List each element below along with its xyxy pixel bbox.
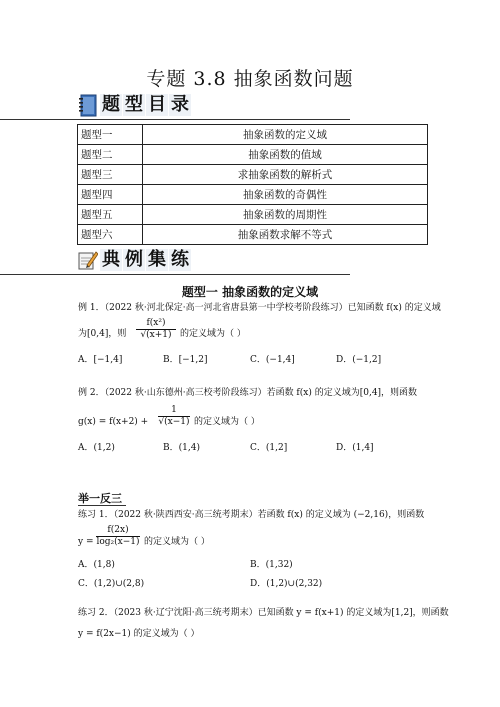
page-title: 专题 3.8 抽象函数问题 [146,68,354,90]
option: D．(−1,2] [336,355,382,365]
option: D．(1,2)∪(2,32) [250,579,323,589]
example-2-line2a: g(x) = f(x+2) + [78,417,149,427]
fraction-numerator: f(2x) [107,525,129,535]
toc-type: 题型三 [78,165,143,185]
divider [78,505,126,506]
fraction-denominator: log₂(x−1) [96,537,140,547]
practice-2-line2: y = f(2x−1) 的定义域为（ ） [78,629,200,639]
divider [0,274,350,275]
example-2-fraction [158,405,190,427]
practice-2-line1: 练习 2．（2023 秋·辽宁沈阳·高三统考期末）已知函数 y = f(x+1) 的定义域为[1,2]，则函数 [78,608,449,618]
toc-heading-char: 录 [171,94,189,115]
toc-topic: 抽象函数的定义域 [143,125,428,145]
practice-1-line1: 练习 1．（2022 秋·陕西西安·高三统考期末）若函数 f(x) 的定义域为 (−2,16)，则函数 [78,510,425,520]
option: D．(1,4] [336,443,374,453]
example-2-line1: 例 2．（2022 秋·山东德州·高三校考阶段练习）若函数 f(x) 的定义域为[0,4]，则函数 [78,388,418,398]
option: A．(1,2) [78,443,115,453]
option: C．(−1,4] [250,355,295,365]
fraction-denominator: √(x+1) [136,329,176,340]
practice-1-line2b: 的定义域为（ ） [144,537,210,547]
toc-topic: 抽象函数的周期性 [143,205,428,225]
practice-heading: 举一反三 [78,492,122,505]
divider [0,119,350,120]
toc-heading-char: 题 [102,94,120,115]
toc-table [77,124,428,245]
table-row [78,225,428,245]
examples-heading-char: 集 [148,249,166,270]
practice-1-line2a: y = [78,537,94,547]
fraction-numerator: f(x²) [146,318,166,328]
toc-heading-char: 型 [125,94,143,115]
example-1-line2b: 的定义域为（ ） [180,329,246,339]
option: B．[−1,2] [163,355,208,365]
toc-type: 题型六 [78,225,143,245]
fraction-numerator: 1 [171,405,177,415]
table-row [78,145,428,165]
notebook-icon [78,94,98,118]
table-row [78,205,428,225]
option: B．(1,32) [250,560,293,570]
table-row [78,185,428,205]
option: A．(1,8) [78,560,115,570]
toc-type: 题型四 [78,185,143,205]
examples-heading-char: 练 [171,249,189,270]
fraction-denominator: √(x−1) [158,417,190,427]
example-2-line2b: 的定义域为（ ） [194,417,260,427]
toc-topic: 抽象函数的奇偶性 [143,185,428,205]
toc-type: 题型五 [78,205,143,225]
option: C．(1,2)∪(2,8) [78,579,145,589]
table-row [78,165,428,185]
examples-heading-char: 典 [102,249,120,270]
option: B．(1,4) [163,443,200,453]
toc-topic: 抽象函数的值域 [143,145,428,165]
toc-type: 题型一 [78,125,143,145]
example-1-fraction [136,318,176,340]
toc-heading-char: 目 [148,94,166,115]
pencil-icon [78,249,98,271]
example-1-line1: 例 1．（2022 秋·河北保定·高一河北省唐县第一中学校考阶段练习）已知函数 f(x) 的定义域 [78,303,441,313]
toc-topic: 抽象函数求解不等式 [143,225,428,245]
section-title: 题型一 抽象函数的定义域 [181,285,319,299]
option: C．(1,2] [250,443,288,453]
option: A．[−1,4] [78,355,123,365]
examples-heading-char: 例 [125,249,143,270]
toc-topic: 求抽象函数的解析式 [143,165,428,185]
example-1-line2a: 为[0,4]，则 [78,329,127,339]
practice-1-fraction [96,525,140,547]
table-row [78,125,428,145]
toc-type: 题型二 [78,145,143,165]
